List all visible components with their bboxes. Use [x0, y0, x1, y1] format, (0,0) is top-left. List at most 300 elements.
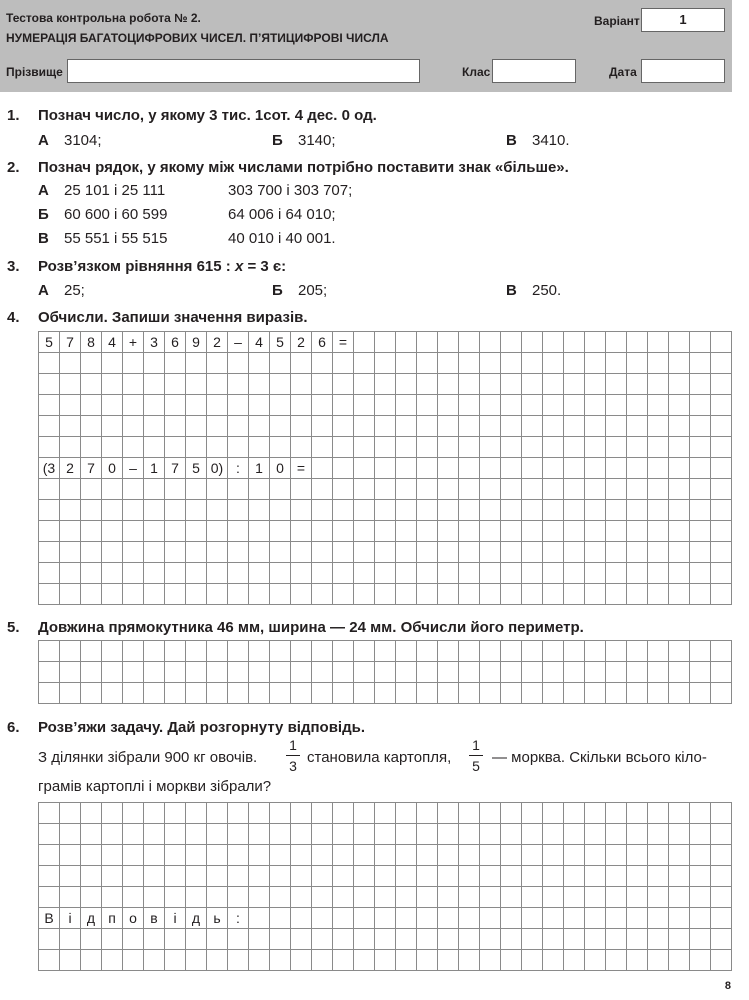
grid-cell[interactable]	[459, 908, 480, 929]
grid-cell[interactable]	[207, 641, 228, 662]
grid-cell[interactable]	[39, 521, 60, 542]
grid-cell[interactable]	[690, 845, 711, 866]
grid-cell[interactable]	[81, 416, 102, 437]
grid-cell[interactable]	[123, 683, 144, 704]
grid-cell[interactable]	[354, 458, 375, 479]
grid-cell[interactable]	[144, 824, 165, 845]
grid-cell[interactable]	[585, 662, 606, 683]
grid-cell[interactable]	[165, 683, 186, 704]
grid-cell[interactable]	[438, 845, 459, 866]
grid-cell[interactable]	[60, 479, 81, 500]
grid-cell[interactable]	[564, 479, 585, 500]
grid-cell[interactable]	[228, 563, 249, 584]
grid-cell[interactable]	[564, 683, 585, 704]
grid-cell[interactable]	[480, 416, 501, 437]
grid-cell[interactable]	[543, 416, 564, 437]
grid-cell[interactable]	[123, 437, 144, 458]
grid-cell[interactable]	[102, 824, 123, 845]
answer-char[interactable]: В	[39, 908, 60, 929]
grid-cell[interactable]	[711, 479, 732, 500]
grid-cell[interactable]	[459, 662, 480, 683]
grid-cell[interactable]	[627, 908, 648, 929]
grid-cell[interactable]	[102, 500, 123, 521]
grid-cell[interactable]	[270, 908, 291, 929]
grid-cell[interactable]	[438, 662, 459, 683]
grid-cell[interactable]	[459, 479, 480, 500]
grid-cell[interactable]	[270, 683, 291, 704]
grid-cell[interactable]	[522, 866, 543, 887]
grid-cell[interactable]	[249, 479, 270, 500]
grid-cell[interactable]	[648, 353, 669, 374]
grid-cell[interactable]	[81, 521, 102, 542]
grid-cell[interactable]	[606, 353, 627, 374]
grid-cell[interactable]	[690, 374, 711, 395]
grid-cell[interactable]	[669, 887, 690, 908]
grid-cell[interactable]	[522, 641, 543, 662]
grid-cell[interactable]	[417, 395, 438, 416]
grid-cell[interactable]	[690, 437, 711, 458]
grid-cell[interactable]	[711, 887, 732, 908]
grid-cell[interactable]	[585, 803, 606, 824]
grid-cell[interactable]	[144, 500, 165, 521]
grid-cell[interactable]	[501, 563, 522, 584]
grid-cell[interactable]	[165, 584, 186, 605]
grid-cell[interactable]	[522, 563, 543, 584]
grid-cell[interactable]	[690, 542, 711, 563]
grid-cell[interactable]	[396, 500, 417, 521]
grid-cell[interactable]	[564, 641, 585, 662]
grid-cell[interactable]	[438, 395, 459, 416]
grid-cell[interactable]	[711, 950, 732, 971]
grid-cell[interactable]	[186, 662, 207, 683]
grid-cell[interactable]	[648, 662, 669, 683]
grid-cell[interactable]	[438, 374, 459, 395]
grid-cell[interactable]	[564, 500, 585, 521]
grid-cell[interactable]	[123, 521, 144, 542]
grid-cell[interactable]	[690, 395, 711, 416]
grid-cell[interactable]	[396, 929, 417, 950]
expr1-char[interactable]: +	[123, 332, 144, 353]
grid-cell[interactable]	[123, 584, 144, 605]
grid-cell[interactable]	[480, 683, 501, 704]
surname-field[interactable]	[67, 59, 420, 83]
grid-cell[interactable]	[480, 929, 501, 950]
grid-cell[interactable]	[144, 584, 165, 605]
grid-cell[interactable]	[606, 500, 627, 521]
grid-cell[interactable]	[144, 542, 165, 563]
grid-cell[interactable]	[480, 584, 501, 605]
grid-cell[interactable]	[291, 521, 312, 542]
grid-cell[interactable]	[228, 950, 249, 971]
grid-cell[interactable]	[39, 887, 60, 908]
grid-cell[interactable]	[144, 437, 165, 458]
grid-cell[interactable]	[606, 887, 627, 908]
grid-cell[interactable]	[312, 887, 333, 908]
grid-cell[interactable]	[249, 437, 270, 458]
grid-cell[interactable]	[438, 521, 459, 542]
grid-cell[interactable]	[186, 479, 207, 500]
grid-cell[interactable]	[102, 803, 123, 824]
grid-cell[interactable]	[186, 824, 207, 845]
grid-cell[interactable]	[81, 683, 102, 704]
grid-cell[interactable]	[333, 866, 354, 887]
grid-cell[interactable]	[228, 662, 249, 683]
grid-cell[interactable]	[459, 845, 480, 866]
grid-cell[interactable]	[690, 584, 711, 605]
grid-cell[interactable]	[186, 416, 207, 437]
grid-cell[interactable]	[375, 353, 396, 374]
grid-cell[interactable]	[375, 374, 396, 395]
grid-cell[interactable]	[459, 584, 480, 605]
grid-cell[interactable]	[543, 395, 564, 416]
grid-cell[interactable]	[627, 563, 648, 584]
grid-cell[interactable]	[522, 521, 543, 542]
grid-cell[interactable]	[648, 416, 669, 437]
grid-cell[interactable]	[417, 887, 438, 908]
grid-cell[interactable]	[669, 683, 690, 704]
grid-cell[interactable]	[270, 416, 291, 437]
grid-cell[interactable]	[648, 500, 669, 521]
grid-cell[interactable]	[543, 662, 564, 683]
grid-cell[interactable]	[522, 479, 543, 500]
grid-cell[interactable]	[627, 662, 648, 683]
grid-cell[interactable]	[312, 824, 333, 845]
expr1-char[interactable]: 4	[102, 332, 123, 353]
grid-cell[interactable]	[648, 803, 669, 824]
q6-answer-grid[interactable]	[38, 802, 732, 971]
grid-cell[interactable]	[291, 416, 312, 437]
grid-cell[interactable]	[60, 500, 81, 521]
grid-cell[interactable]	[375, 803, 396, 824]
grid-cell[interactable]	[564, 332, 585, 353]
grid-cell[interactable]	[669, 521, 690, 542]
grid-cell[interactable]	[186, 521, 207, 542]
grid-cell[interactable]	[39, 479, 60, 500]
grid-cell[interactable]	[165, 542, 186, 563]
grid-cell[interactable]	[228, 479, 249, 500]
grid-cell[interactable]	[291, 542, 312, 563]
grid-cell[interactable]	[81, 866, 102, 887]
grid-cell[interactable]	[312, 929, 333, 950]
grid-cell[interactable]	[522, 845, 543, 866]
grid-cell[interactable]	[312, 353, 333, 374]
grid-cell[interactable]	[585, 374, 606, 395]
grid-cell[interactable]	[627, 683, 648, 704]
grid-cell[interactable]	[207, 542, 228, 563]
grid-cell[interactable]	[291, 845, 312, 866]
grid-cell[interactable]	[249, 584, 270, 605]
grid-cell[interactable]	[228, 803, 249, 824]
grid-cell[interactable]	[249, 353, 270, 374]
grid-cell[interactable]	[60, 521, 81, 542]
grid-cell[interactable]	[417, 374, 438, 395]
grid-cell[interactable]	[564, 950, 585, 971]
grid-cell[interactable]	[375, 584, 396, 605]
grid-cell[interactable]	[333, 353, 354, 374]
grid-cell[interactable]	[228, 824, 249, 845]
expr2-char[interactable]: 7	[81, 458, 102, 479]
grid-cell[interactable]	[354, 887, 375, 908]
grid-cell[interactable]	[207, 683, 228, 704]
grid-cell[interactable]	[459, 929, 480, 950]
grid-cell[interactable]	[480, 641, 501, 662]
grid-cell[interactable]	[417, 542, 438, 563]
grid-cell[interactable]	[354, 479, 375, 500]
grid-cell[interactable]	[648, 395, 669, 416]
grid-cell[interactable]	[144, 950, 165, 971]
grid-cell[interactable]	[396, 824, 417, 845]
expr1-char[interactable]: 5	[270, 332, 291, 353]
grid-cell[interactable]	[543, 929, 564, 950]
grid-cell[interactable]	[207, 500, 228, 521]
grid-cell[interactable]	[711, 845, 732, 866]
expr1-char[interactable]: 2	[207, 332, 228, 353]
grid-cell[interactable]	[207, 929, 228, 950]
grid-cell[interactable]	[648, 887, 669, 908]
answer-char[interactable]: :	[228, 908, 249, 929]
grid-cell[interactable]	[396, 542, 417, 563]
grid-cell[interactable]	[438, 584, 459, 605]
grid-cell[interactable]	[543, 866, 564, 887]
grid-cell[interactable]	[102, 662, 123, 683]
grid-cell[interactable]	[186, 845, 207, 866]
grid-cell[interactable]	[669, 950, 690, 971]
grid-cell[interactable]	[522, 332, 543, 353]
grid-cell[interactable]	[501, 542, 522, 563]
grid-cell[interactable]	[102, 416, 123, 437]
grid-cell[interactable]	[669, 374, 690, 395]
grid-cell[interactable]	[249, 641, 270, 662]
grid-cell[interactable]	[165, 521, 186, 542]
grid-cell[interactable]	[144, 662, 165, 683]
grid-cell[interactable]	[438, 824, 459, 845]
grid-cell[interactable]	[585, 479, 606, 500]
grid-cell[interactable]	[627, 500, 648, 521]
grid-cell[interactable]	[522, 824, 543, 845]
grid-cell[interactable]	[333, 662, 354, 683]
q5-answer-grid[interactable]	[38, 640, 732, 704]
grid-cell[interactable]	[375, 479, 396, 500]
grid-cell[interactable]	[606, 437, 627, 458]
grid-cell[interactable]	[165, 563, 186, 584]
grid-cell[interactable]	[711, 683, 732, 704]
expr1-char[interactable]: 9	[186, 332, 207, 353]
grid-cell[interactable]	[585, 950, 606, 971]
grid-cell[interactable]	[81, 641, 102, 662]
grid-cell[interactable]	[522, 887, 543, 908]
grid-cell[interactable]	[522, 416, 543, 437]
grid-cell[interactable]	[480, 542, 501, 563]
grid-cell[interactable]	[501, 374, 522, 395]
grid-cell[interactable]	[228, 845, 249, 866]
grid-cell[interactable]	[270, 824, 291, 845]
grid-cell[interactable]	[606, 908, 627, 929]
grid-cell[interactable]	[459, 395, 480, 416]
grid-cell[interactable]	[522, 950, 543, 971]
grid-cell[interactable]	[123, 845, 144, 866]
grid-cell[interactable]	[291, 584, 312, 605]
grid-cell[interactable]	[690, 683, 711, 704]
grid-cell[interactable]	[333, 845, 354, 866]
grid-cell[interactable]	[564, 866, 585, 887]
grid-cell[interactable]	[333, 416, 354, 437]
grid-cell[interactable]	[480, 395, 501, 416]
grid-cell[interactable]	[396, 332, 417, 353]
grid-cell[interactable]	[417, 332, 438, 353]
answer-char[interactable]: д	[81, 908, 102, 929]
grid-cell[interactable]	[354, 803, 375, 824]
grid-cell[interactable]	[690, 641, 711, 662]
grid-cell[interactable]	[165, 416, 186, 437]
grid-cell[interactable]	[165, 353, 186, 374]
grid-cell[interactable]	[627, 353, 648, 374]
grid-cell[interactable]	[606, 950, 627, 971]
grid-cell[interactable]	[144, 641, 165, 662]
q1-option-c[interactable]: В 3410.	[506, 132, 570, 149]
grid-cell[interactable]	[690, 563, 711, 584]
grid-cell[interactable]	[522, 437, 543, 458]
grid-cell[interactable]	[312, 458, 333, 479]
grid-cell[interactable]	[417, 437, 438, 458]
grid-cell[interactable]	[102, 641, 123, 662]
grid-cell[interactable]	[333, 908, 354, 929]
grid-cell[interactable]	[270, 542, 291, 563]
grid-cell[interactable]	[375, 683, 396, 704]
grid-cell[interactable]	[690, 353, 711, 374]
grid-cell[interactable]	[354, 929, 375, 950]
grid-cell[interactable]	[543, 803, 564, 824]
grid-cell[interactable]	[606, 563, 627, 584]
grid-cell[interactable]	[396, 866, 417, 887]
grid-cell[interactable]	[480, 908, 501, 929]
grid-cell[interactable]	[564, 521, 585, 542]
grid-cell[interactable]	[375, 500, 396, 521]
grid-cell[interactable]	[165, 866, 186, 887]
grid-cell[interactable]	[417, 458, 438, 479]
grid-cell[interactable]	[564, 374, 585, 395]
grid-cell[interactable]	[543, 353, 564, 374]
grid-cell[interactable]	[228, 866, 249, 887]
grid-cell[interactable]	[270, 584, 291, 605]
grid-cell[interactable]	[669, 908, 690, 929]
grid-cell[interactable]	[627, 584, 648, 605]
grid-cell[interactable]	[165, 641, 186, 662]
grid-cell[interactable]	[102, 887, 123, 908]
grid-cell[interactable]	[711, 500, 732, 521]
grid-cell[interactable]	[228, 416, 249, 437]
grid-cell[interactable]	[123, 929, 144, 950]
grid-cell[interactable]	[543, 641, 564, 662]
grid-cell[interactable]	[39, 845, 60, 866]
grid-cell[interactable]	[522, 374, 543, 395]
grid-cell[interactable]	[417, 950, 438, 971]
grid-cell[interactable]	[501, 458, 522, 479]
grid-cell[interactable]	[606, 824, 627, 845]
grid-cell[interactable]	[438, 332, 459, 353]
grid-cell[interactable]	[333, 458, 354, 479]
grid-cell[interactable]	[60, 887, 81, 908]
grid-cell[interactable]	[690, 662, 711, 683]
grid-cell[interactable]	[711, 584, 732, 605]
grid-cell[interactable]	[228, 641, 249, 662]
grid-cell[interactable]	[270, 353, 291, 374]
grid-cell[interactable]	[249, 929, 270, 950]
grid-cell[interactable]	[669, 458, 690, 479]
grid-cell[interactable]	[690, 908, 711, 929]
grid-cell[interactable]	[564, 416, 585, 437]
grid-cell[interactable]	[312, 374, 333, 395]
grid-cell[interactable]	[396, 395, 417, 416]
grid-cell[interactable]	[102, 521, 123, 542]
grid-cell[interactable]	[291, 395, 312, 416]
grid-cell[interactable]	[312, 416, 333, 437]
grid-cell[interactable]	[270, 563, 291, 584]
answer-char[interactable]: о	[123, 908, 144, 929]
grid-cell[interactable]	[144, 845, 165, 866]
grid-cell[interactable]	[291, 437, 312, 458]
grid-cell[interactable]	[648, 641, 669, 662]
grid-cell[interactable]	[480, 437, 501, 458]
grid-cell[interactable]	[39, 374, 60, 395]
q4-answer-grid[interactable]	[38, 331, 732, 605]
grid-cell[interactable]	[207, 845, 228, 866]
grid-cell[interactable]	[417, 845, 438, 866]
grid-cell[interactable]	[375, 908, 396, 929]
grid-cell[interactable]	[438, 458, 459, 479]
grid-cell[interactable]	[480, 563, 501, 584]
grid-cell[interactable]	[648, 908, 669, 929]
grid-cell[interactable]	[375, 845, 396, 866]
grid-cell[interactable]	[543, 500, 564, 521]
grid-cell[interactable]	[333, 683, 354, 704]
grid-cell[interactable]	[165, 395, 186, 416]
grid-cell[interactable]	[606, 395, 627, 416]
grid-cell[interactable]	[627, 437, 648, 458]
variant-field[interactable]: 1	[641, 8, 725, 32]
grid-cell[interactable]	[564, 908, 585, 929]
answer-char[interactable]: п	[102, 908, 123, 929]
grid-cell[interactable]	[522, 803, 543, 824]
grid-cell[interactable]	[459, 563, 480, 584]
grid-cell[interactable]	[585, 542, 606, 563]
grid-cell[interactable]	[228, 584, 249, 605]
grid-cell[interactable]	[417, 584, 438, 605]
grid-cell[interactable]	[270, 845, 291, 866]
grid-cell[interactable]	[396, 845, 417, 866]
grid-cell[interactable]	[291, 374, 312, 395]
grid-cell[interactable]	[291, 479, 312, 500]
expr2-char[interactable]: 7	[165, 458, 186, 479]
grid-cell[interactable]	[543, 542, 564, 563]
grid-cell[interactable]	[648, 479, 669, 500]
grid-cell[interactable]	[501, 824, 522, 845]
grid-cell[interactable]	[438, 437, 459, 458]
grid-cell[interactable]	[438, 641, 459, 662]
grid-cell[interactable]	[564, 395, 585, 416]
grid-cell[interactable]	[102, 395, 123, 416]
grid-cell[interactable]	[123, 641, 144, 662]
grid-cell[interactable]	[333, 887, 354, 908]
grid-cell[interactable]	[459, 887, 480, 908]
grid-cell[interactable]	[333, 500, 354, 521]
grid-cell[interactable]	[396, 683, 417, 704]
expr2-char[interactable]: 1	[249, 458, 270, 479]
grid-cell[interactable]	[690, 866, 711, 887]
answer-char[interactable]: д	[186, 908, 207, 929]
grid-cell[interactable]	[648, 866, 669, 887]
grid-cell[interactable]	[249, 887, 270, 908]
grid-cell[interactable]	[312, 479, 333, 500]
